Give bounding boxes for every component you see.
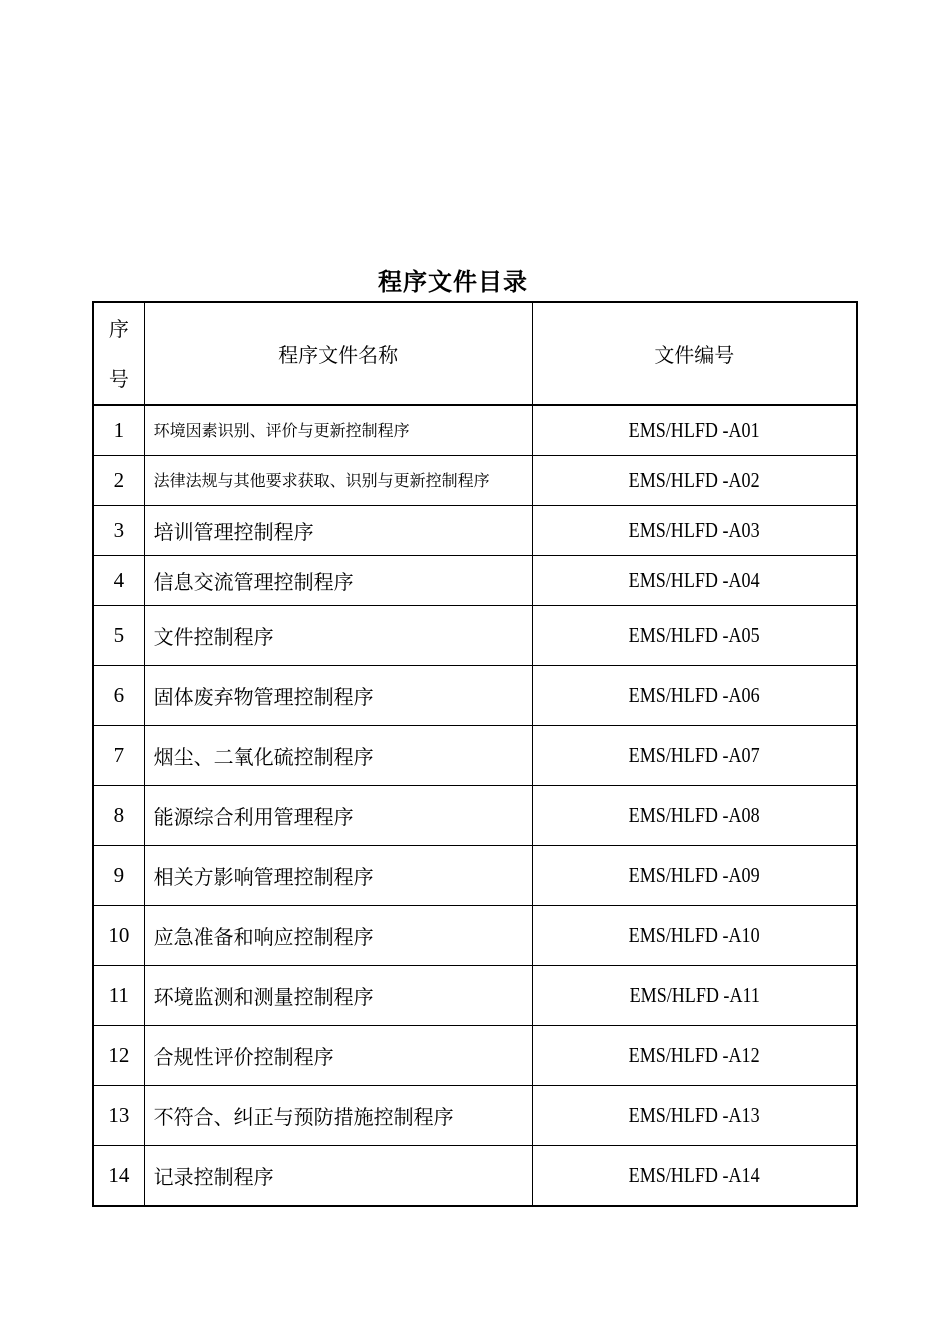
- row-document-code: EMS/HLFD -A03: [532, 506, 857, 556]
- row-document-name: 烟尘、二氧化硫控制程序: [144, 726, 532, 786]
- row-document-name: 信息交流管理控制程序: [144, 556, 532, 606]
- row-number: 11: [93, 966, 144, 1026]
- row-number: 12: [93, 1026, 144, 1086]
- row-number: 14: [93, 1146, 144, 1207]
- row-number: 2: [93, 456, 144, 506]
- row-document-name: 环境因素识别、评价与更新控制程序: [144, 405, 532, 456]
- row-number: 13: [93, 1086, 144, 1146]
- table-row: [93, 666, 857, 726]
- table-row: [93, 456, 857, 506]
- table-row: [93, 1026, 857, 1086]
- table-row: [93, 556, 857, 606]
- row-document-name: 能源综合利用管理程序: [144, 786, 532, 846]
- row-document-code: EMS/HLFD -A06: [532, 666, 857, 726]
- row-document-name: 合规性评价控制程序: [144, 1026, 532, 1086]
- row-document-name: 应急准备和响应控制程序: [144, 906, 532, 966]
- row-document-code: EMS/HLFD -A10: [532, 906, 857, 966]
- table-row: [93, 506, 857, 556]
- row-document-name: 培训管理控制程序: [144, 506, 532, 556]
- row-document-name: 环境监测和测量控制程序: [144, 966, 532, 1026]
- header-serial-line-2: 号: [108, 366, 129, 391]
- row-document-code: EMS/HLFD -A09: [532, 846, 857, 906]
- row-document-code: EMS/HLFD -A14: [532, 1146, 857, 1207]
- table-row: [93, 966, 857, 1026]
- row-document-name: 文件控制程序: [144, 606, 532, 666]
- header-document-name: 程序文件名称: [144, 302, 532, 405]
- table-row: [93, 846, 857, 906]
- row-document-name: 不符合、纠正与预防措施控制程序: [144, 1086, 532, 1146]
- row-document-name: 记录控制程序: [144, 1146, 532, 1207]
- row-document-code: EMS/HLFD -A02: [532, 456, 857, 506]
- header-serial-line-1: 序: [108, 316, 129, 341]
- row-document-code: EMS/HLFD -A04: [532, 556, 857, 606]
- row-document-code: EMS/HLFD -A13: [532, 1086, 857, 1146]
- row-number: 1: [93, 405, 144, 456]
- row-number: 6: [93, 666, 144, 726]
- row-number: 3: [93, 506, 144, 556]
- row-number: 5: [93, 606, 144, 666]
- row-document-code: EMS/HLFD -A01: [532, 405, 857, 456]
- procedure-document-table: [92, 301, 858, 1207]
- table-row: [93, 606, 857, 666]
- table-row: [93, 1086, 857, 1146]
- header-document-code: 文件编号: [532, 302, 857, 405]
- row-document-name: 固体废弃物管理控制程序: [144, 666, 532, 726]
- row-number: 8: [93, 786, 144, 846]
- row-document-code: EMS/HLFD -A05: [532, 606, 857, 666]
- row-number: 9: [93, 846, 144, 906]
- row-document-code: EMS/HLFD -A08: [532, 786, 857, 846]
- table-row: [93, 726, 857, 786]
- row-number: 10: [93, 906, 144, 966]
- table-row: [93, 906, 857, 966]
- table-row: [93, 405, 857, 456]
- row-number: 7: [93, 726, 144, 786]
- row-document-name: 法律法规与其他要求获取、识别与更新控制程序: [144, 456, 532, 506]
- row-document-name: 相关方影响管理控制程序: [144, 846, 532, 906]
- row-number: 4: [93, 556, 144, 606]
- row-document-code: EMS/HLFD -A07: [532, 726, 857, 786]
- table-row: [93, 1146, 857, 1207]
- row-document-code: EMS/HLFD -A11: [532, 966, 857, 1026]
- table-header-row: [93, 302, 857, 405]
- row-document-code: EMS/HLFD -A12: [532, 1026, 857, 1086]
- page-title: 程序文件目录: [378, 267, 528, 296]
- table-row: [93, 786, 857, 846]
- header-serial-number: [93, 302, 144, 405]
